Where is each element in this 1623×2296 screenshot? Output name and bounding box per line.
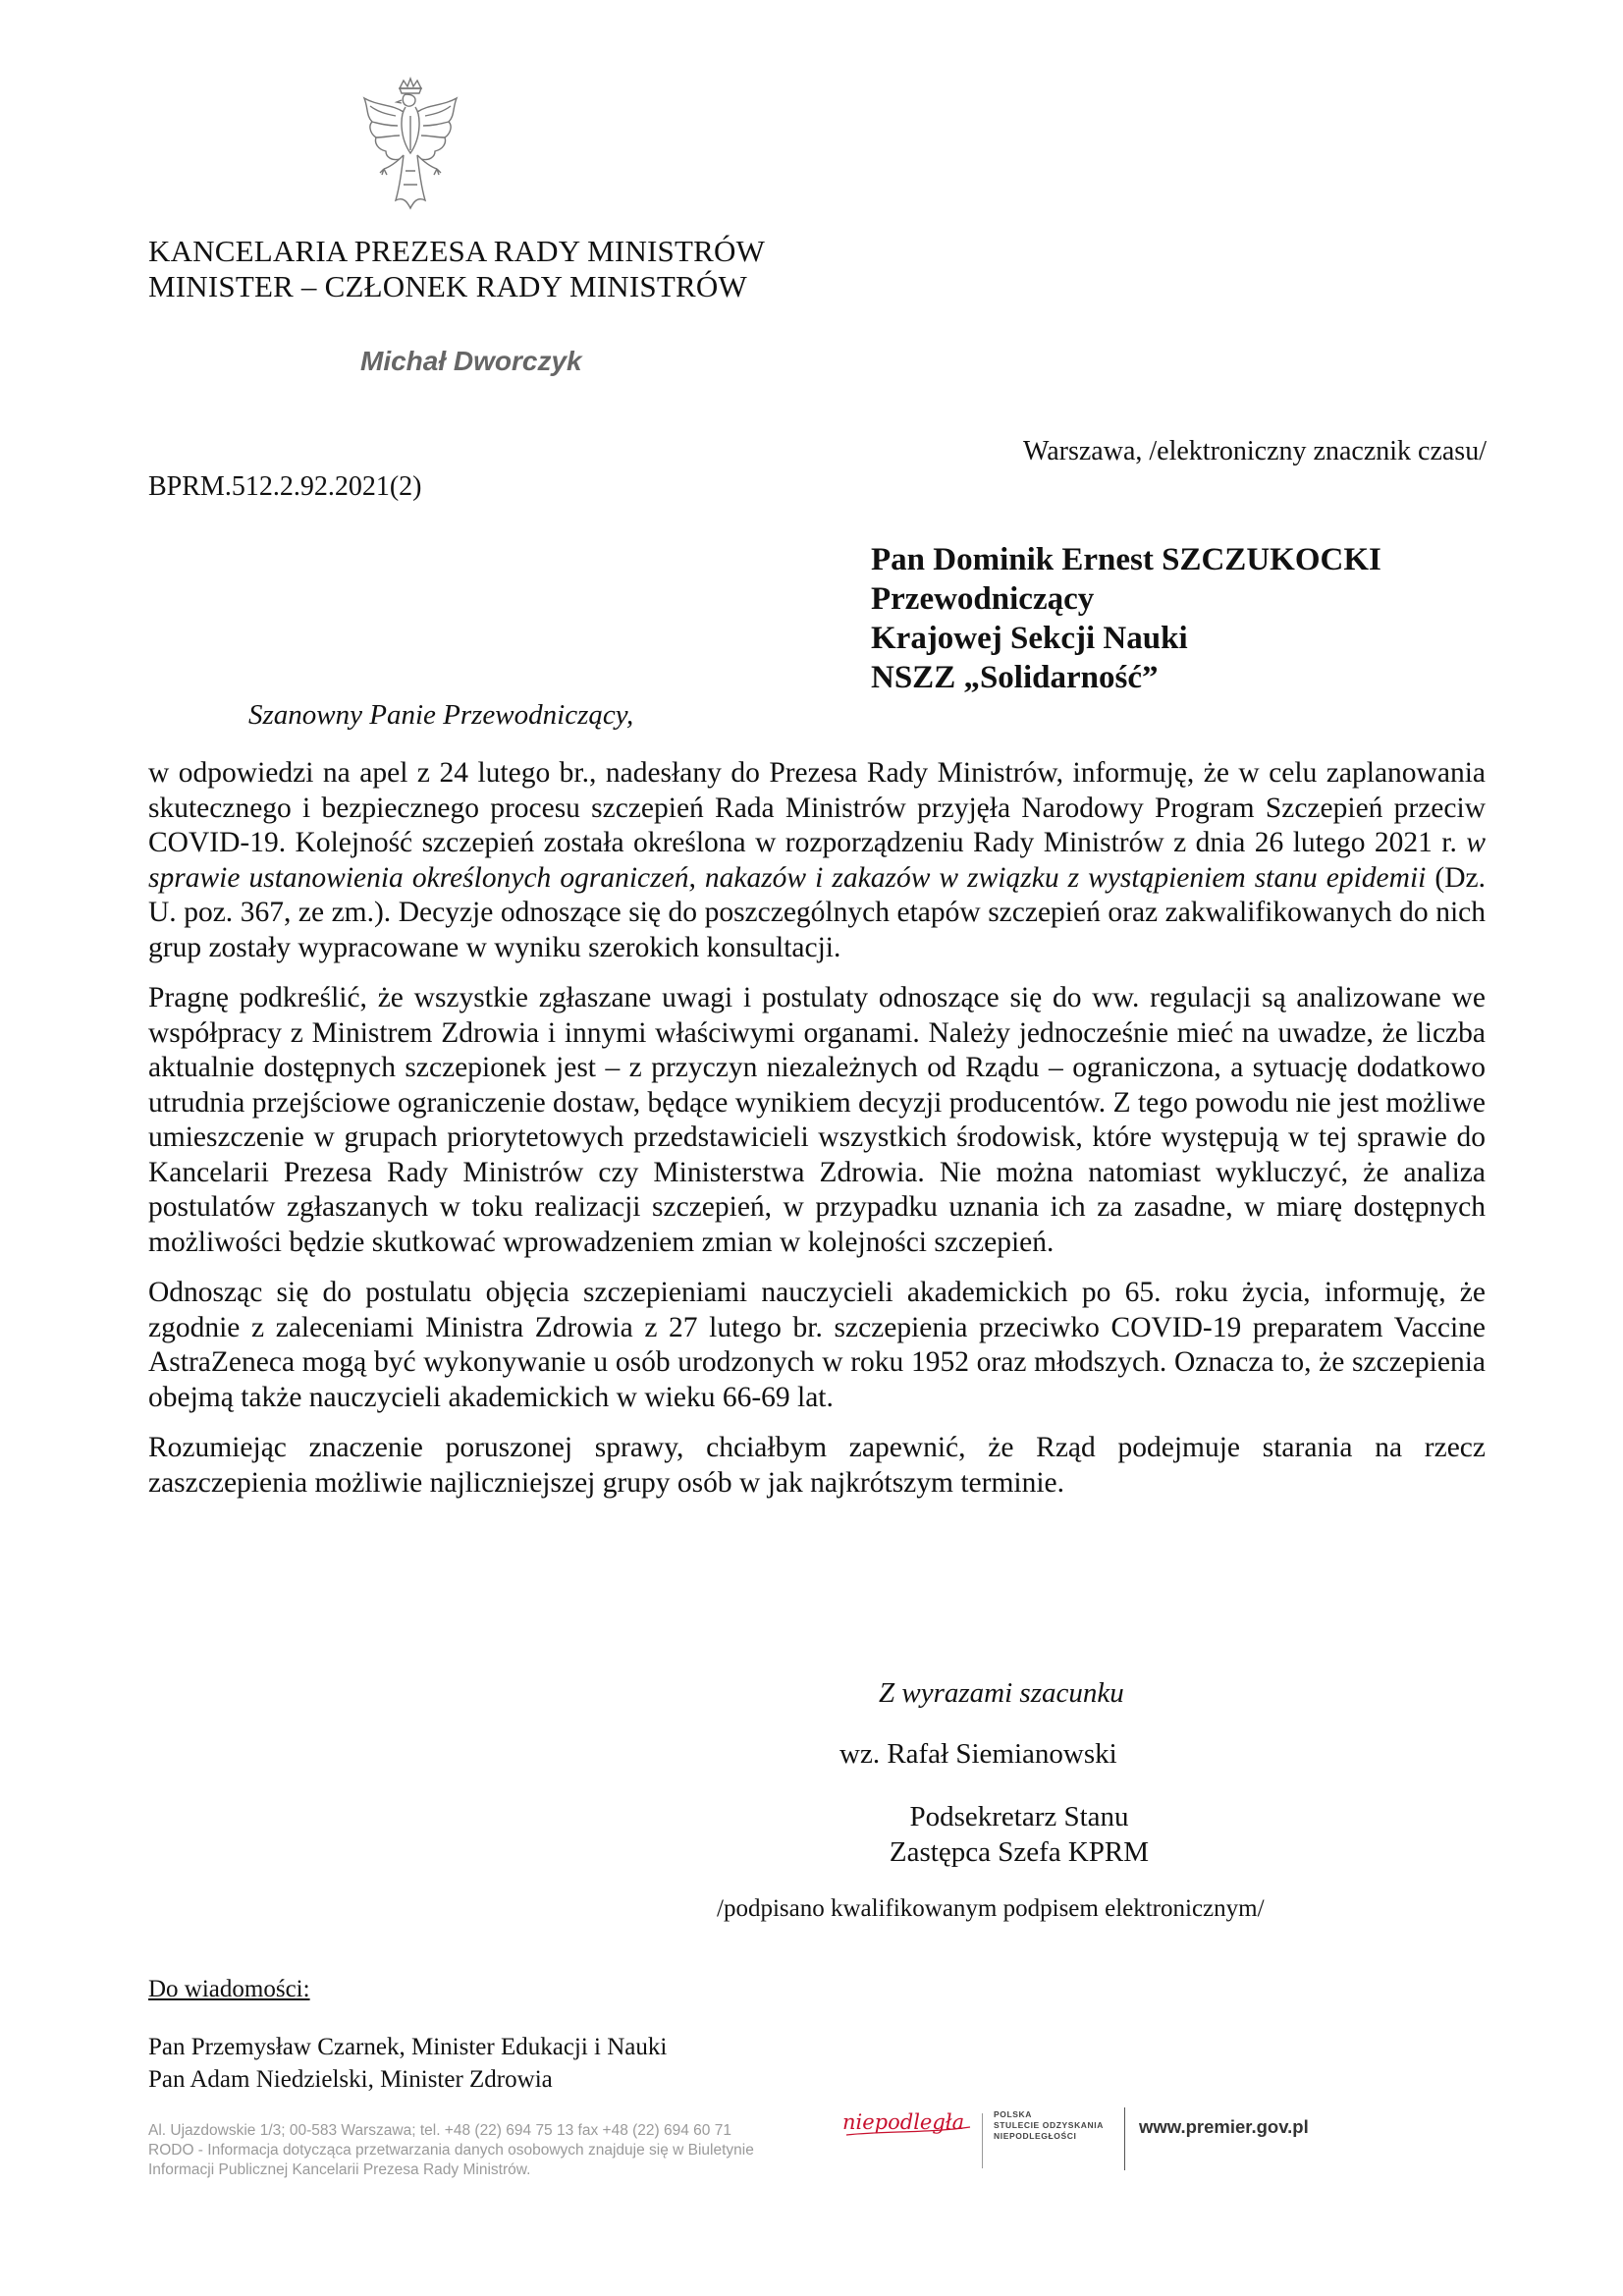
reference-number: BPRM.512.2.92.2021(2) <box>148 471 422 502</box>
paragraph-1-part-b: (Dz. U. poz. 367, ze zm.). Decyzje odnoszące się do poszczególnych etapów szczepień oraz zakwalifikowanych do nich grup zostały wypracowane w wyniku szerokich konsultacji. <box>148 861 1486 963</box>
signatory-title <box>857 1799 1181 1870</box>
place-date: Warszawa, /elektroniczny znacznik czasu/ <box>1023 436 1487 466</box>
cc-list <box>148 2031 667 2096</box>
footer-divider <box>1124 2107 1125 2170</box>
closing-phrase: Z wyrazami szacunku <box>879 1677 1124 1709</box>
letter-body <box>148 756 1486 1516</box>
office-header <box>148 234 765 304</box>
recipient-name: Pan Dominik Ernest SZCZUKOCKI <box>871 542 1381 577</box>
cc-label: Do wiadomości: <box>148 1976 310 2002</box>
footer-rodo-line-2: Informacji Publicznej Kancelarii Prezesa Rady Ministrów. <box>148 2161 531 2178</box>
paragraph-1 <box>148 756 1486 965</box>
recipient-position: Przewodniczący <box>871 581 1095 617</box>
niepodlegla-logo-icon <box>842 2107 974 2143</box>
footer-text <box>148 2121 754 2180</box>
footer-address: Al. Ujazdowskie 1/3; 00-583 Warszawa; tel. +48 (22) 694 75 13 fax +48 (22) 694 60 71 <box>148 2122 731 2139</box>
paragraph-3: Odnosząc się do postulatu objęcia szczepieniami nauczycieli akademickich po 65. roku życia, informuję, że zgodnie z zaleceniami Ministra Zdrowia z 27 lutego br. szczepienia przeciwko COVID-19 preparatem Vaccine AstraZeneca mogą być wykonywanie u osób urodzonych w roku 1952 oraz młodszych. Oznacza to, że szczepienia obejmą także nauczycieli akademickich w wieku 66-69 lat. <box>148 1277 1486 1413</box>
paragraph-4: Rozumiejąc znaczenie poruszonej sprawy, chciałbym zapewnić, że Rząd podejmuje starania na rzecz zaszczepienia możliwie najliczniejszej grupy osób w jak najkrótszym terminie. <box>148 1432 1486 1499</box>
signatory-name: wz. Rafał Siemianowski <box>839 1738 1117 1770</box>
electronic-signature-note: /podpisano kwalifikowanym podpisem elektronicznym/ <box>717 1895 1265 1922</box>
office-line-1: KANCELARIA PREZESA RADY MINISTRÓW <box>148 234 766 268</box>
office-line-2: MINISTER – CZŁONEK RADY MINISTRÓW <box>148 269 747 303</box>
logo-text-line-3: NIEPODLEGŁOŚCI <box>994 2131 1077 2141</box>
centenary-logo-text <box>994 2109 1104 2142</box>
recipient-organization: Krajowej Sekcji Nauki <box>871 621 1188 656</box>
regulation-title: w sprawie ustanowienia określonych ograniczeń, nakazów i zakazów w związku z wystąpieniem stanu epidemii <box>148 827 1486 894</box>
recipient-block <box>871 540 1381 697</box>
paragraph-1-part-a: w odpowiedzi na apel z 24 lutego br., nadesłany do Prezesa Rady Ministrów, informuję, że w celu zaplanowania skutecznego i bezpiecznego procesu szczepień Rada Ministrów przyjęła Narodowy Program Szczepień przeciw COVID-19. Kolejność szczepień została określona w rozporządzeniu Rady Ministrów z dnia 26 lutego 2021 r. <box>148 757 1486 858</box>
salutation: Szanowny Panie Przewodniczący, <box>248 699 634 731</box>
logo-text-line-1: POLSKA <box>994 2109 1033 2119</box>
recipient-union: NSZZ „Solidarność” <box>871 660 1159 695</box>
cc-item: Pan Adam Niedzielski, Minister Zdrowia <box>148 2066 553 2093</box>
footer-rodo-line-1: RODO - Informacja dotycząca przetwarzania danych osobowych znajduje się w Biuletynie <box>148 2142 754 2159</box>
website-link[interactable]: www.premier.gov.pl <box>1139 2116 1309 2137</box>
logo-script-text: niepodległa <box>842 2110 965 2134</box>
signatory-title-line-2: Zastępca Szefa KPRM <box>889 1836 1150 1868</box>
logo-text-line-2: STULECIE ODZYSKANIA <box>994 2120 1104 2130</box>
minister-name: Michał Dworczyk <box>360 346 582 376</box>
polish-eagle-emblem-icon <box>356 77 464 212</box>
paragraph-2: Pragnę podkreślić, że wszystkie zgłaszane uwagi i postulaty odnoszące się do ww. regulacji są analizowane we współpracy z Ministrem Zdrowia i innymi właściwymi organami. Należy jednocześnie mieć na uwadze, że liczba aktualnie dostępnych szczepionek jest – z przyczyn niezależnych od Rządu – ograniczona, a sytuację dodatkowo utrudnia przejściowe ograniczenie dostaw, będące wynikiem decyzji producentów. Z tego powodu nie jest możliwe umieszczenie w grupach priorytetowych przedstawicieli wszystkich środowisk, które występują w tej sprawie do Kancelarii Prezesa Rady Ministrów czy Ministerstwa Zdrowia. Nie można natomiast wykluczyć, że analiza postulatów zgłaszanych w toku realizacji szczepień, w przypadku uznania ich za zasadne, w miarę dostępnych możliwości będzie skutkować wprowadzeniem zmian w kolejności szczepień. <box>148 982 1486 1258</box>
footer-separator <box>982 2113 983 2168</box>
signatory-title-line-1: Podsekretarz Stanu <box>909 1801 1129 1832</box>
cc-item: Pan Przemysław Czarnek, Minister Edukacji i Nauki <box>148 2034 668 2060</box>
